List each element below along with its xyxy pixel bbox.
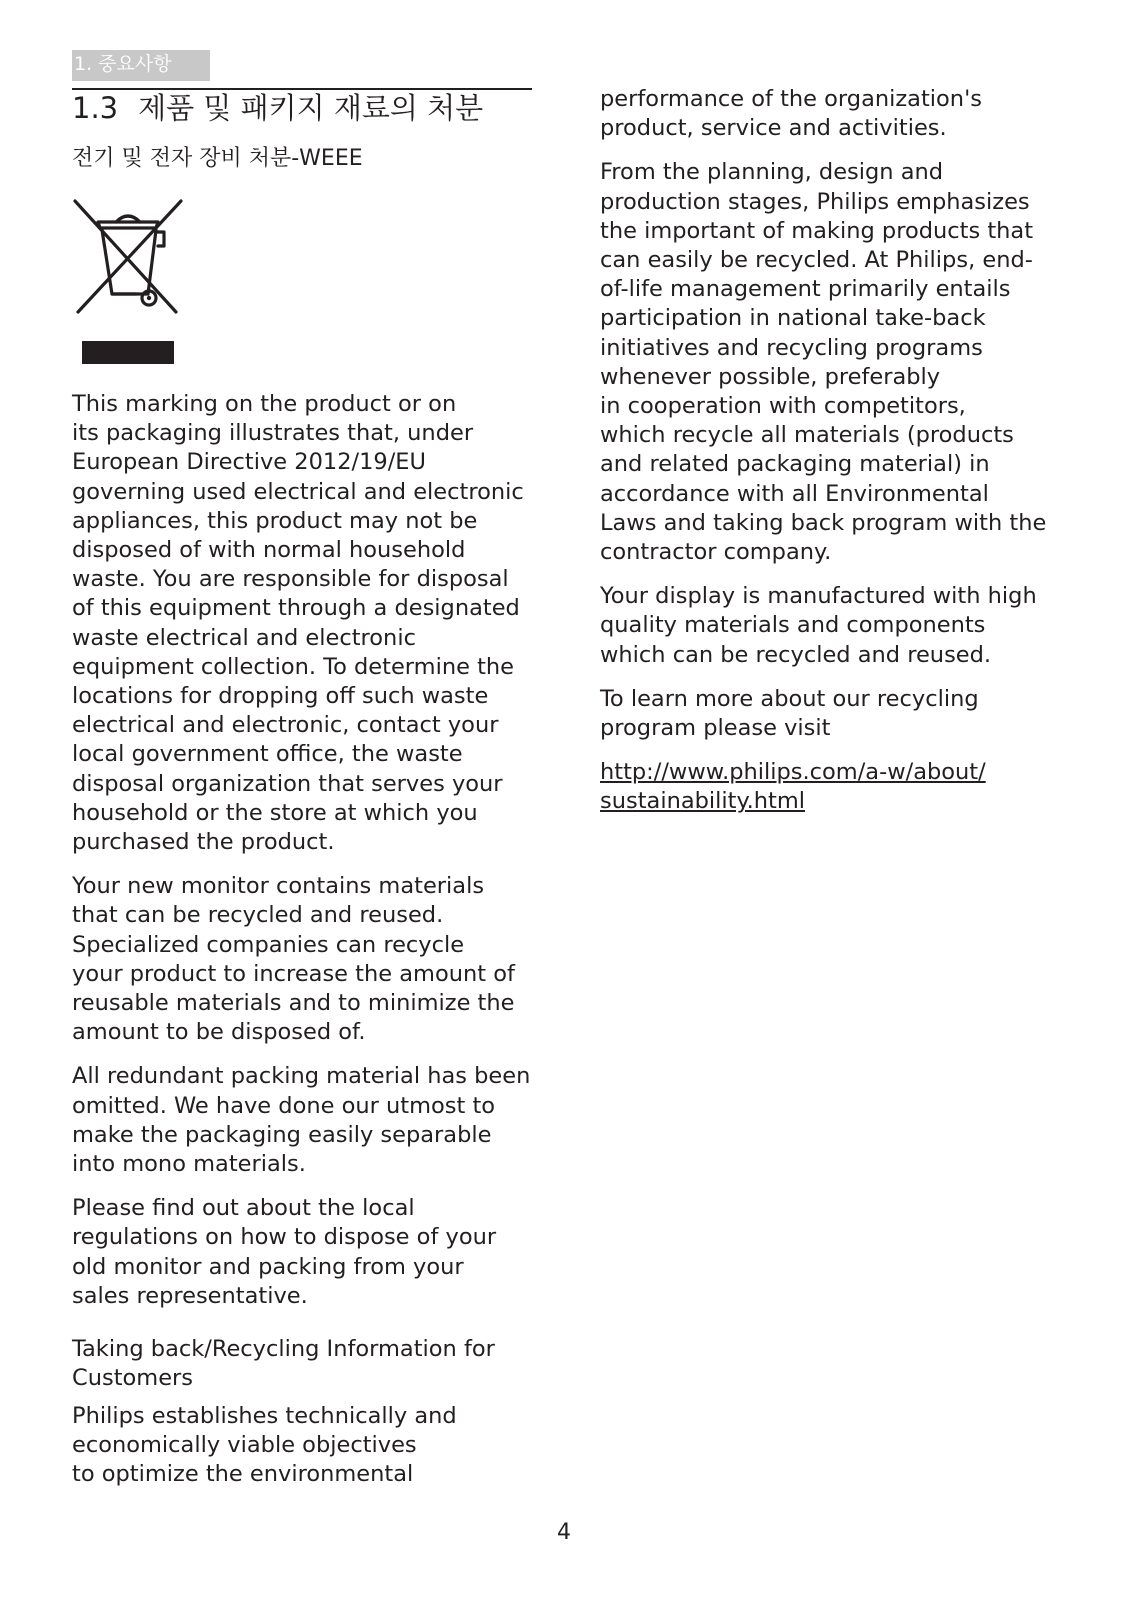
sustainability-link[interactable]: http://www.philips.com/a-w/about/ sustainability.html	[600, 759, 986, 815]
left-column	[72, 390, 552, 1504]
paragraph-planning-design: From the planning, design and production stages, Philips emphasizes the important of making products that can easily be recycled. At Philips, end- of-life management primarily entails participation in national take-back initiatives and recycling programs whenever possible, preferably in cooperation with competitors, which recycle all materials (products and related packaging material) in accordance with all Environmental Laws and taking back program with the contractor company.	[600, 159, 1047, 566]
paragraph-philips-objectives: Philips establishes technically and economically viable objectives to optimize the environmental	[72, 1402, 457, 1487]
section-number: 1.3	[72, 91, 119, 125]
crossed-out-wheelie-bin-icon	[72, 198, 184, 322]
chapter-tab: 1. 중요사항	[72, 50, 210, 81]
right-column	[600, 85, 1070, 832]
paragraph-recyclable-materials: Your new monitor contains materials that can be recycled and reused. Specialized companies can recycle your product to increase the amount of reusable materials and to minimize the amount to be disposed of.	[72, 873, 515, 1046]
paragraph-local-regulations: Please find out about the local regulations on how to dispose of your old monitor and packing from your sales representative.	[72, 1195, 497, 1309]
paragraph-learn-more: To learn more about our recycling program please visit	[600, 685, 979, 742]
weee-date-bar	[82, 341, 174, 364]
section-title	[72, 88, 483, 128]
paragraph-packing-material: All redundant packing material has been omitted. We have done our utmost to make the packaging easily separable into mono materials.	[72, 1063, 531, 1178]
page-number: 4	[557, 1520, 571, 1545]
heading-take-back-recycling: Taking back/Recycling Information for Customers	[72, 1336, 495, 1392]
section-title-text: 제품 및 패키지 재료의 처분	[138, 91, 484, 125]
paragraph-link	[600, 758, 1070, 816]
paragraph-weee-marking: This marking on the product or on its packaging illustrates that, under European Directive 2012/19/EU governing used electrical and electronic appliances, this product may not be disposed of with normal household waste. You are responsible for disposal of this equipment through a designated waste electrical and electronic equipment collection. To determine the locations for dropping off such waste electrical and electronic, contact your local government office, the waste disposal organization that serves your household or the store at which you purchased the product.	[72, 391, 524, 856]
paragraph-performance: performance of the organization's product, service and activities.	[600, 86, 982, 142]
paragraph-display-materials: Your display is manufactured with high quality materials and components which can be recycled and reused.	[600, 583, 1037, 668]
subsection-title: 전기 및 전자 장비 처분-WEEE	[72, 146, 363, 171]
